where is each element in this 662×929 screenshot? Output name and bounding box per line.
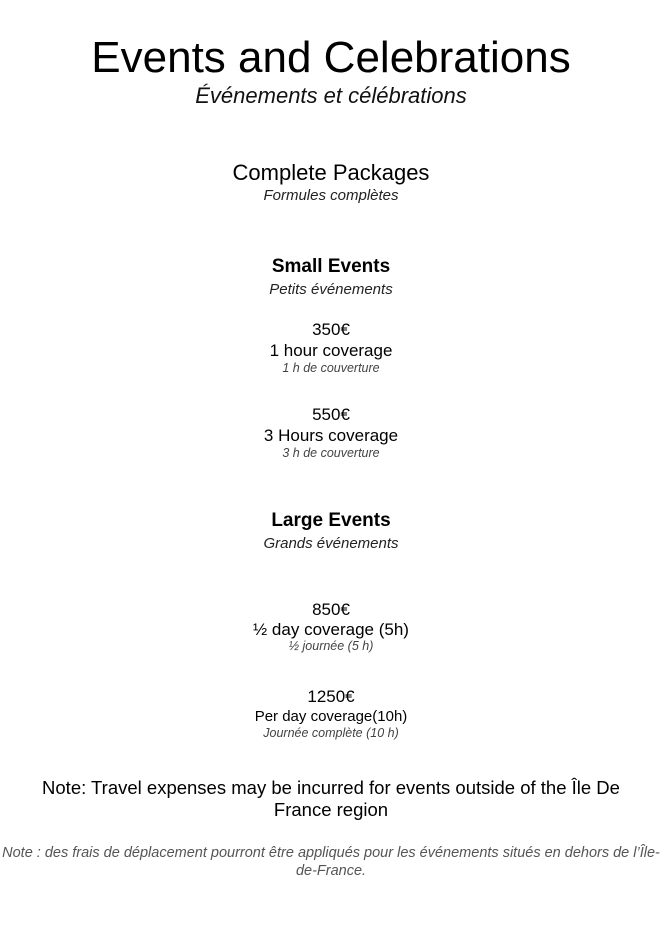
large-package-2-coverage: Per day coverage(10h) xyxy=(254,708,408,725)
travel-note-fr: Note : des frais de déplacement pourront être appliqués pour les événements situés en dehors de l’Île-de-France. xyxy=(2,845,660,879)
section-title: Complete Packages xyxy=(232,160,430,185)
small-package-1-coverage-fr: 1 h de couverture xyxy=(282,361,380,375)
large-package-2-price: 1250€ xyxy=(307,687,355,706)
large-package-1-coverage: ½ day coverage (5h) xyxy=(253,620,409,639)
small-package-2-coverage-fr: 3 h de couverture xyxy=(282,446,380,460)
section-subtitle-fr: Formules complètes xyxy=(263,187,399,204)
small-package-1-coverage: 1 hour coverage xyxy=(269,341,393,360)
large-package-1-price: 850€ xyxy=(312,600,350,619)
travel-note: Note: Travel expenses may be incurred for events outside of the Île De France region xyxy=(42,777,620,820)
page-subtitle-fr: Événements et célébrations xyxy=(195,83,467,108)
small-package-1-price: 350€ xyxy=(312,320,350,339)
page-title: Events and Celebrations xyxy=(91,33,571,82)
large-package-1-coverage-fr: ½ journée (5 h) xyxy=(288,639,374,653)
small-events-subtitle-fr: Petits événements xyxy=(269,281,393,298)
large-package-2-coverage-fr: Journée complète (10 h) xyxy=(263,726,399,740)
small-package-2-coverage: 3 Hours coverage xyxy=(263,426,399,445)
large-events-subtitle-fr: Grands événements xyxy=(263,535,399,552)
small-events-title: Small Events xyxy=(271,256,391,277)
large-events-title: Large Events xyxy=(271,510,391,531)
small-package-2-price: 550€ xyxy=(312,405,350,424)
